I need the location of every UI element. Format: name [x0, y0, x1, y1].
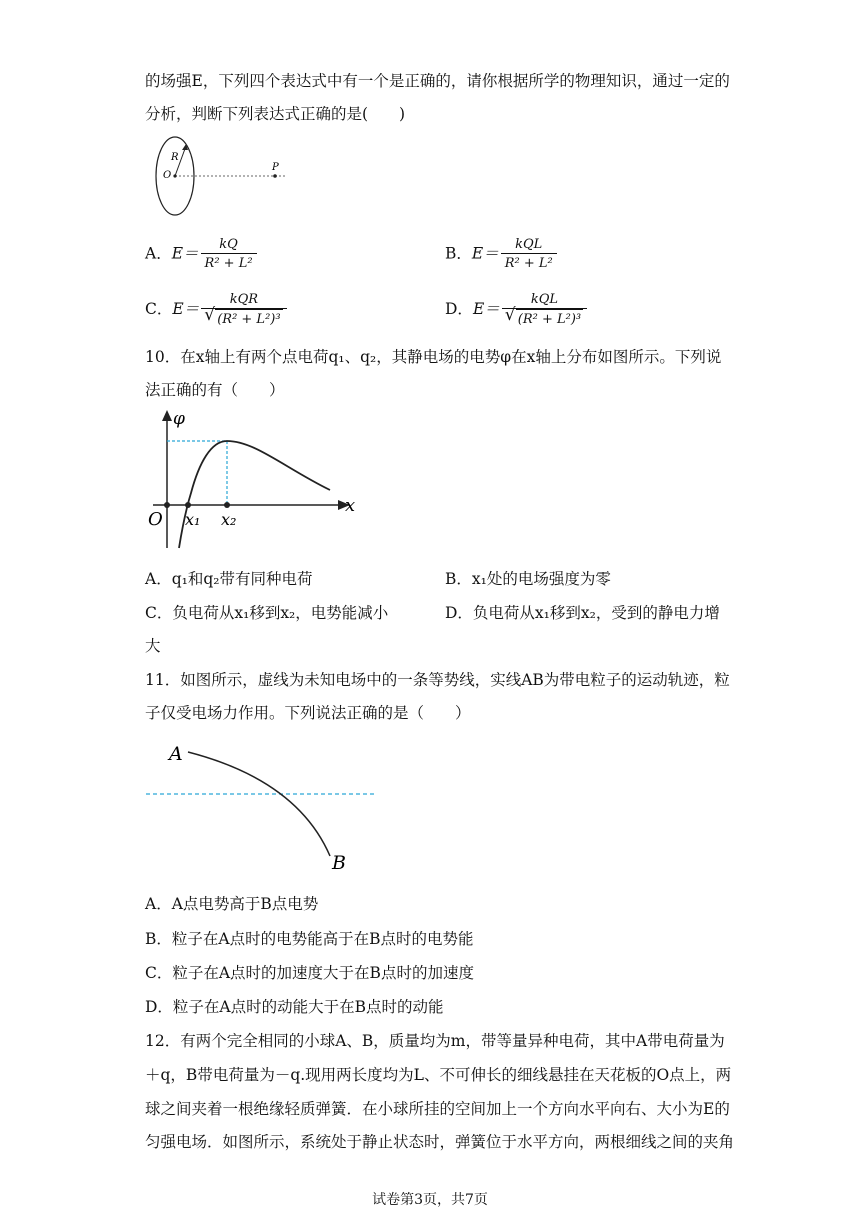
denominator: R² + L² — [204, 256, 253, 271]
q11-option-c[interactable]: C．粒子在A点时的加速度大于在B点时的加速度 — [145, 964, 474, 982]
q10-label-phi: φ — [173, 409, 185, 429]
q9-option-c[interactable] — [145, 291, 287, 329]
q10-option-d-cont: 大 — [145, 637, 161, 655]
formula-fraction — [501, 236, 557, 273]
q11-option-d[interactable]: D．粒子在A点时的动能大于在B点时的动能 — [145, 998, 444, 1016]
q10-stem-line-2: 法正确的有（ ） — [145, 381, 285, 399]
formula-lhs: E＝ — [471, 244, 499, 263]
option-label: B． — [445, 244, 472, 263]
q10-label-x1: x₁ — [185, 510, 201, 529]
q9-label-R: R — [171, 152, 179, 163]
q11-stem-line-2: 子仅受电场力作用。下列说法正确的是（ ） — [145, 704, 471, 722]
q10-label-x: x — [345, 495, 356, 516]
q10-option-d[interactable]: D．负电荷从x₁移到x₂，受到的静电力增 — [445, 604, 720, 622]
formula-lhs: E＝ — [172, 300, 200, 318]
q10-option-b[interactable]: B．x₁处的电场强度为零 — [445, 570, 611, 588]
option-label: C． — [145, 300, 173, 318]
q12-stem-line-1: 12．有两个完全相同的小球A、B，质量均为m，带等量异种电荷，其中A带电荷量为 — [145, 1032, 725, 1050]
q11-option-a[interactable]: A．A点电势高于B点电势 — [145, 895, 319, 913]
option-label: A． — [145, 244, 172, 263]
q9-ring-figure — [150, 136, 300, 222]
numerator: kQ — [201, 236, 257, 254]
formula-fraction — [201, 291, 286, 329]
q11-option-b[interactable]: B．粒子在A点时的电势能高于在B点时的电势能 — [145, 930, 474, 948]
formula-fraction — [502, 291, 587, 329]
q10-option-c[interactable]: C．负电荷从x₁移到x₂，电势能减小 — [145, 604, 389, 622]
numerator: kQL — [502, 291, 587, 309]
q9-label-P: P — [272, 162, 279, 173]
option-label: D． — [445, 300, 473, 318]
q12-stem-line-2: ＋q，B带电荷量为－q.现用两长度均为L、不可伸长的细线悬挂在天花板的O点上，两 — [145, 1066, 732, 1084]
q11-trajectory-figure — [140, 738, 380, 876]
numerator: kQL — [501, 236, 557, 254]
formula-fraction — [201, 236, 257, 273]
q11-stem-line-1: 11．如图所示，虚线为未知电场中的一条等势线，实线AB为带电粒子的运动轨迹，粒 — [145, 671, 730, 689]
q9-stem-line-1: 的场强E，下列四个表达式中有一个是正确的，请你根据所学的物理知识，通过一定的 — [145, 72, 730, 90]
q9-label-O: O — [163, 170, 172, 181]
q12-stem-line-3: 球之间夹着一根绝缘轻质弹簧．在小球所挂的空间加上一个方向水平向右、大小为E的 — [145, 1100, 730, 1118]
denominator-root: √ (R² + L²)³ — [215, 309, 282, 329]
page-footer: 试卷第3页，共7页 — [372, 1192, 488, 1208]
numerator: kQR — [201, 291, 286, 309]
q9-option-a[interactable] — [145, 236, 257, 273]
q10-label-x2: x₂ — [221, 510, 237, 529]
q10-option-a[interactable]: A．q₁和q₂带有同种电荷 — [145, 570, 313, 588]
q9-stem-line-2: 分析，判断下列表达式正确的是( ) — [145, 105, 406, 123]
q9-option-d[interactable] — [445, 291, 587, 329]
denominator-root: √ (R² + L²)³ — [516, 309, 583, 329]
q11-label-b: B — [332, 852, 346, 874]
q10-label-origin: O — [148, 509, 163, 530]
q9-option-b[interactable] — [445, 236, 557, 273]
q11-label-a: A — [169, 743, 183, 765]
denominator: R² + L² — [504, 256, 553, 271]
formula-lhs: E＝ — [171, 244, 199, 263]
q10-potential-graph — [145, 408, 375, 553]
q10-stem-line-1: 10．在x轴上有两个点电荷q₁、q₂，其静电场的电势φ在x轴上分布如图所示。下列说 — [145, 348, 722, 366]
formula-lhs: E＝ — [472, 300, 500, 318]
q12-stem-line-4: 匀强电场．如图所示，系统处于静止状态时，弹簧位于水平方向，两根细线之间的夹角 — [145, 1133, 735, 1151]
